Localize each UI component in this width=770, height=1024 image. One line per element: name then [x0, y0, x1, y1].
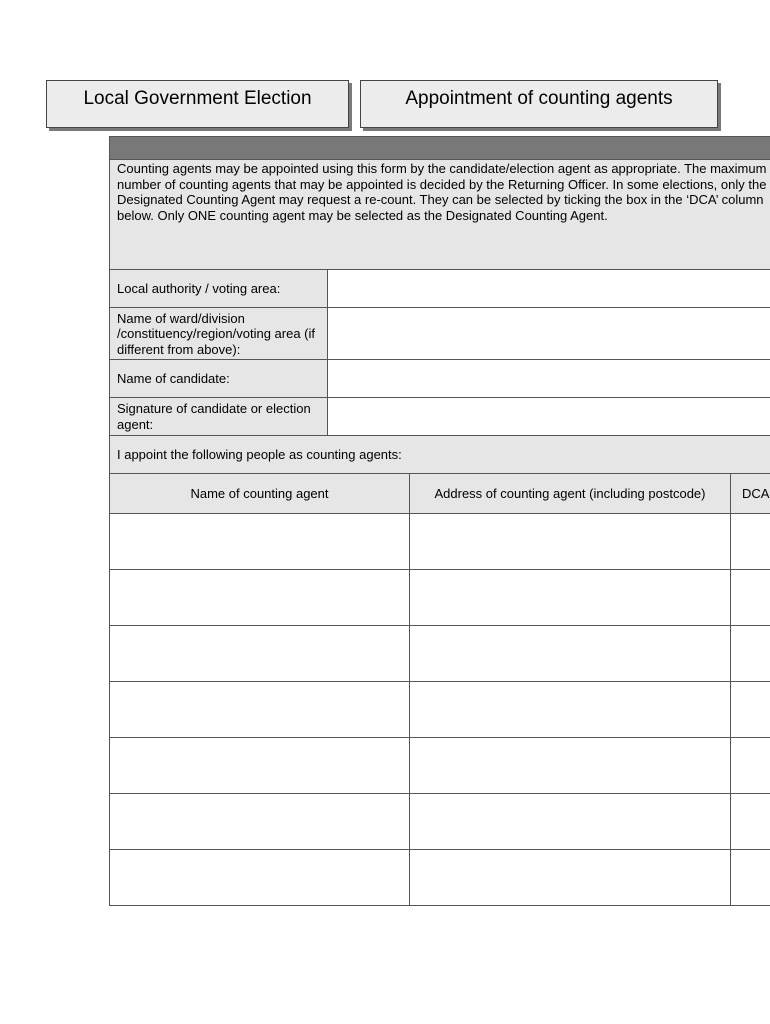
ward-row: [109, 308, 770, 360]
agent-name-cell[interactable]: [110, 626, 410, 681]
column-header-dca: DCA: [742, 485, 770, 501]
dca-checkbox-cell[interactable]: [731, 570, 770, 625]
table-row: [109, 850, 770, 906]
candidate-field[interactable]: [328, 360, 770, 397]
column-header-name: Name of counting agent: [110, 474, 410, 513]
agents-table-header: [109, 474, 770, 514]
agent-address-cell[interactable]: [410, 850, 731, 905]
table-row: [109, 794, 770, 850]
authority-label: Local authority / voting area:: [110, 270, 328, 307]
dca-checkbox-cell[interactable]: [731, 850, 770, 905]
candidate-row: [109, 360, 770, 398]
form-title: Appointment of counting agents: [360, 80, 718, 128]
agent-name-cell[interactable]: [110, 850, 410, 905]
dca-checkbox-cell[interactable]: [731, 738, 770, 793]
dca-checkbox-cell[interactable]: [731, 626, 770, 681]
table-row: [109, 626, 770, 682]
agent-name-cell[interactable]: [110, 514, 410, 569]
table-row: [109, 682, 770, 738]
table-row: [109, 738, 770, 794]
candidate-label: Name of candidate:: [110, 360, 328, 397]
agents-table-body: [109, 514, 770, 906]
signature-label: Signature of candidate or election agent:: [110, 398, 328, 435]
agent-address-cell[interactable]: [410, 626, 731, 681]
agent-address-cell[interactable]: [410, 570, 731, 625]
agent-name-cell[interactable]: [110, 570, 410, 625]
signature-row: [109, 398, 770, 436]
table-row: [109, 570, 770, 626]
agent-name-cell[interactable]: [110, 682, 410, 737]
form-header-bar: [109, 136, 770, 160]
agent-address-cell[interactable]: [410, 514, 731, 569]
agent-address-cell[interactable]: [410, 738, 731, 793]
ward-field[interactable]: [328, 308, 770, 359]
column-header-address: Address of counting agent (including postcode): [410, 474, 731, 513]
dca-checkbox-cell[interactable]: [731, 682, 770, 737]
signature-field[interactable]: [328, 398, 770, 435]
election-type-title: Local Government Election: [46, 80, 349, 128]
ward-label: Name of ward/division /constituency/region/voting area (if different from above):: [110, 308, 328, 359]
appoint-statement: I appoint the following people as counting agents:: [109, 436, 770, 474]
agent-address-cell[interactable]: [410, 794, 731, 849]
appointment-form: [109, 136, 770, 906]
authority-row: [109, 270, 770, 308]
agent-name-cell[interactable]: [110, 794, 410, 849]
authority-field[interactable]: [328, 270, 770, 307]
dca-checkbox-cell[interactable]: [731, 794, 770, 849]
agent-name-cell[interactable]: [110, 738, 410, 793]
dca-checkbox-cell[interactable]: [731, 514, 770, 569]
agent-address-cell[interactable]: [410, 682, 731, 737]
intro-text: Counting agents may be appointed using this form by the candidate/election agent as appropriate. The maximum number of counting agents that may be appointed is decided by the Returning Officer. In some elections, only the Designated Counting Agent may request a re-count. They can be selected by ticking the box in the ‘DCA’ column below. Only ONE counting agent may be selected as the Designated Counting Agent.: [109, 160, 770, 270]
table-row: [109, 514, 770, 570]
